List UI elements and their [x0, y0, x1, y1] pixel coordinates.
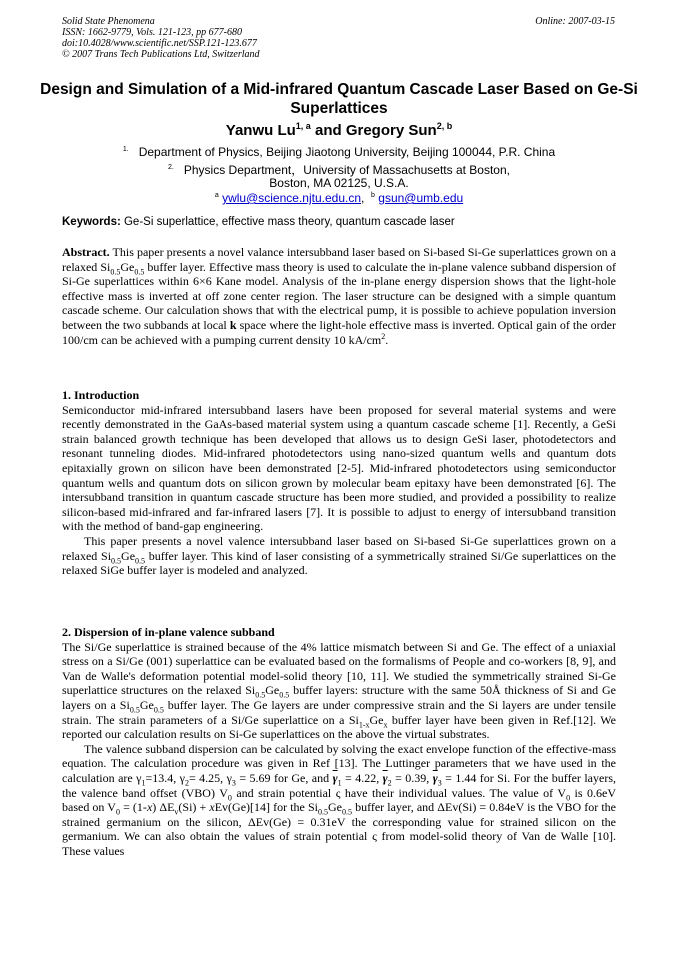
- introduction-section: [62, 388, 616, 578]
- disp-sub: 0: [115, 807, 120, 817]
- disp-text: buffer layer have been given in Ref.[12]. We reported our calculation results on Si-Ge superlattices on the above the virtual substrates.: [62, 712, 616, 742]
- dispersion-paragraph-2: [62, 742, 616, 859]
- disp-sub: 1: [141, 778, 146, 788]
- intro-paragraph-2: [62, 534, 616, 578]
- dispersion-paragraph-1: [62, 640, 616, 742]
- intro-text: Ge: [121, 548, 136, 563]
- disp-text: = (1-: [119, 800, 147, 815]
- disp-text: = 0.39,: [391, 770, 433, 785]
- intro-text: This paper presents a novel valence intersubband laser based on Si-based Si-Ge superlattices grown on a relaxed Si: [62, 533, 616, 563]
- journal-name: Solid State Phenomena: [62, 16, 155, 27]
- disp-text: Ge: [369, 712, 384, 727]
- disp-sub: 2: [387, 778, 392, 788]
- abstract-text: space where the light-hole effective mass is inverted. Optical gain of the order 100/cm can be achieved with a pumping current density 10 kA/cm: [62, 317, 616, 347]
- disp-sub: 1: [337, 778, 342, 788]
- disp-sub: 0.5: [255, 690, 266, 700]
- email-sep: ,: [361, 191, 365, 205]
- author-1: Yanwu Lu: [225, 122, 296, 139]
- abstract-sub: 0.5: [110, 266, 121, 276]
- author-2-mark: 2, b: [436, 121, 453, 131]
- disp-text: Ge: [265, 683, 280, 698]
- affiliation-1: [0, 145, 678, 159]
- disp-text: = 4.25, γ: [188, 770, 232, 785]
- disp-text: (Si) +: [178, 800, 210, 815]
- email-b-mark: b: [371, 192, 375, 199]
- disp-sub: 0.5: [341, 807, 352, 817]
- abstract: [62, 245, 616, 347]
- disp-sub: x: [383, 719, 388, 729]
- disp-sub: 3: [437, 778, 442, 788]
- email-line: [0, 191, 678, 205]
- journal-copyright: © 2007 Trans Tech Publications Ltd, Switzerland: [62, 49, 260, 60]
- disp-text: ) ΔE: [152, 800, 175, 815]
- disp-sub: 0: [227, 792, 232, 802]
- aff2-text: Physics Department，University of Massachusetts at Boston,: [183, 163, 510, 177]
- gamma-bar: $\overline{\gamma}$: [382, 770, 388, 785]
- abstract-text: .: [385, 332, 389, 347]
- disp-text: buffer layer. The Ge layers are under compressive strain and the Si layers are under tensile strain. The strain parameters of a Si/Ge superlattice on a Si: [62, 697, 616, 727]
- intro-paragraph-1: Semiconductor mid-infrared intersubband lasers have been proposed for several material systems and were recently demonstrated in the GaAs-based material system using a quantum cascade scheme [1]. Recently, a GeSi strain balanced growth technique has been developed that allows us to design GeSi laser, photodetectors and resonant tunneling diodes. Mid-infrared photodetectors using nano-sized quantum wells and quantum dots epitaxially grown on silicon have been demonstrated [2-5]. Mid-infrared photodetectors using semiconductor quantum wells and quantum dots on silicon grown by molecular beam epitaxy have been demonstrated [6]. The intersubband transition in quantum cascade structure has been more studied, and provided a possibility to realize silicon-based mid-infrared and far-infrared lasers [7]. It is possible to adjust to energy of intersubband transition with the method of band-gap engineering.: [62, 402, 616, 534]
- disp-sub: 0: [566, 792, 571, 802]
- keywords-label: Keywords:: [62, 216, 121, 228]
- disp-sub: 1-x: [358, 719, 370, 729]
- abstract-text: Ge: [120, 259, 135, 274]
- abstract-sub: 0.5: [134, 266, 145, 276]
- author-1-mark: 1, a: [295, 121, 311, 131]
- disp-sub: 3: [231, 778, 236, 788]
- email-a-link[interactable]: ywlu@science.njtu.edu.cn: [222, 191, 361, 205]
- journal-header: [62, 16, 260, 60]
- email-a-mark: a: [214, 192, 219, 199]
- author-2: Gregory Sun: [345, 122, 437, 139]
- abstract-k: k: [229, 317, 237, 332]
- email-b-link[interactable]: gsun@umb.edu: [378, 191, 464, 205]
- abstract-text: buffer layer. Effective mass theory is used to calculate the in-plane valence subband dispersion of Si-Ge superlattices within 6×6 Kane model. Analysis of the in-plane energy dispersion shows that the light-hole effective mass is inverted at off zone center region. The laser structure can be designed with a simple quantum cascade scheme. Our calculation shows that with the electrical pump, it is possible to achieve population inversion between the two subbands at local: [62, 259, 616, 332]
- author-line: [0, 122, 678, 139]
- disp-text: = 1.44 for Si. For the buffer layers, the valence band offset (VBO) V: [62, 770, 616, 800]
- keywords: [62, 216, 455, 228]
- disp-sub: v: [174, 807, 179, 817]
- abstract-label: Abstract.: [62, 245, 110, 259]
- dispersion-section: [62, 625, 616, 859]
- dispersion-heading: 2. Dispersion of in-plane valence subband: [62, 625, 275, 639]
- intro-sub: 0.5: [135, 555, 146, 565]
- disp-text: is 0.6eV based on V: [62, 785, 616, 815]
- intro-text: buffer layer. This kind of laser consisting of a symmetrically strained Si/Ge superlattices on the relaxed SiGe buffer layer is modeled and analyzed.: [62, 548, 616, 578]
- author-and: and: [310, 122, 346, 139]
- disp-text: buffer layer, and ΔEv(Si) = 0.84eV is the VBO for the strained germanium on the silicon, ΔEv(Ge) = 0.31eV the corresponding value for strained silicon on the germanium. We can also obtain the values of strain potential ς from model-solid theory of Van de Walle [10]. These values: [62, 800, 616, 858]
- disp-text: Ge: [327, 800, 342, 815]
- disp-text: =13.4, γ: [145, 770, 185, 785]
- aff1-mark: 1.: [122, 146, 129, 153]
- disp-text: and strain potential ς have their individual values. The value of V: [231, 785, 567, 800]
- disp-text: Ge: [139, 697, 154, 712]
- intro-heading: 1. Introduction: [62, 388, 140, 402]
- paper-title: Design and Simulation of a Mid-infrared Quantum Cascade Laser Based on Ge-Si Superlattices: [40, 81, 638, 117]
- online-date: Online: 2007-03-15: [535, 16, 615, 27]
- disp-text: = 4.22,: [341, 770, 383, 785]
- keywords-text: Ge-Si superlattice, effective mass theory, quantum cascade laser: [120, 216, 455, 228]
- disp-sub: 0.5: [129, 705, 140, 715]
- disp-var: x: [209, 800, 215, 815]
- disp-text: = 5.69 for Ge, and: [235, 770, 333, 785]
- affiliation-2-line2: Boston, MA 02125, U.S.A.: [269, 176, 409, 190]
- abstract-sup: 2: [381, 331, 386, 341]
- journal-doi: doi:10.4028/www.scientific.net/SSP.121-123.677: [62, 38, 257, 49]
- aff2-mark: 2.: [168, 164, 174, 171]
- disp-sub: 2: [184, 778, 189, 788]
- aff1-text: Department of Physics, Beijing Jiaotong University, Beijing 100044, P.R. China: [138, 145, 556, 159]
- journal-issn: ISSN: 1662-9779, Vols. 121-123, pp 677-680: [62, 27, 242, 38]
- disp-sub: 0.5: [153, 705, 164, 715]
- disp-text: The Si/Ge superlattice is strained because of the 4% lattice mismatch between Si and Ge. The effect of a uniaxial stress on a Si/Ge (001) superlattice can be evaluated based on the formalisms of People and co-workers [8, 9], and Van de Walle's deformation potential model-solid theory [10, 11]. We studied the symmetrically strained Si-Ge superlattice structures on the relaxed Si: [62, 639, 616, 698]
- intro-sub: 0.5: [111, 555, 122, 565]
- gamma-bar: $\overline{\gamma}$: [332, 770, 338, 785]
- disp-sub: 0.5: [317, 807, 328, 817]
- disp-text: Ev(Ge)[14] for the Si: [214, 800, 318, 815]
- disp-text: buffer layers: structure with the same 50Å thickness of Si and Ge layers on a Si: [62, 683, 616, 712]
- disp-sub: 0.5: [279, 690, 290, 700]
- gamma-bar: $\overline{\gamma}$: [432, 770, 438, 785]
- abstract-text: This paper presents a novel valance intersubband laser based on Si-based Si-Ge superlattices grown on a relaxed Si: [62, 245, 616, 274]
- disp-var: x: [146, 800, 153, 815]
- disp-text: The valence subband dispersion can be calculated by solving the exact envelope function of the effective-mass equation. The calculation procedure was given in Ref [13]. The Luttinger parameters that we have used in the calculation are γ: [62, 741, 616, 785]
